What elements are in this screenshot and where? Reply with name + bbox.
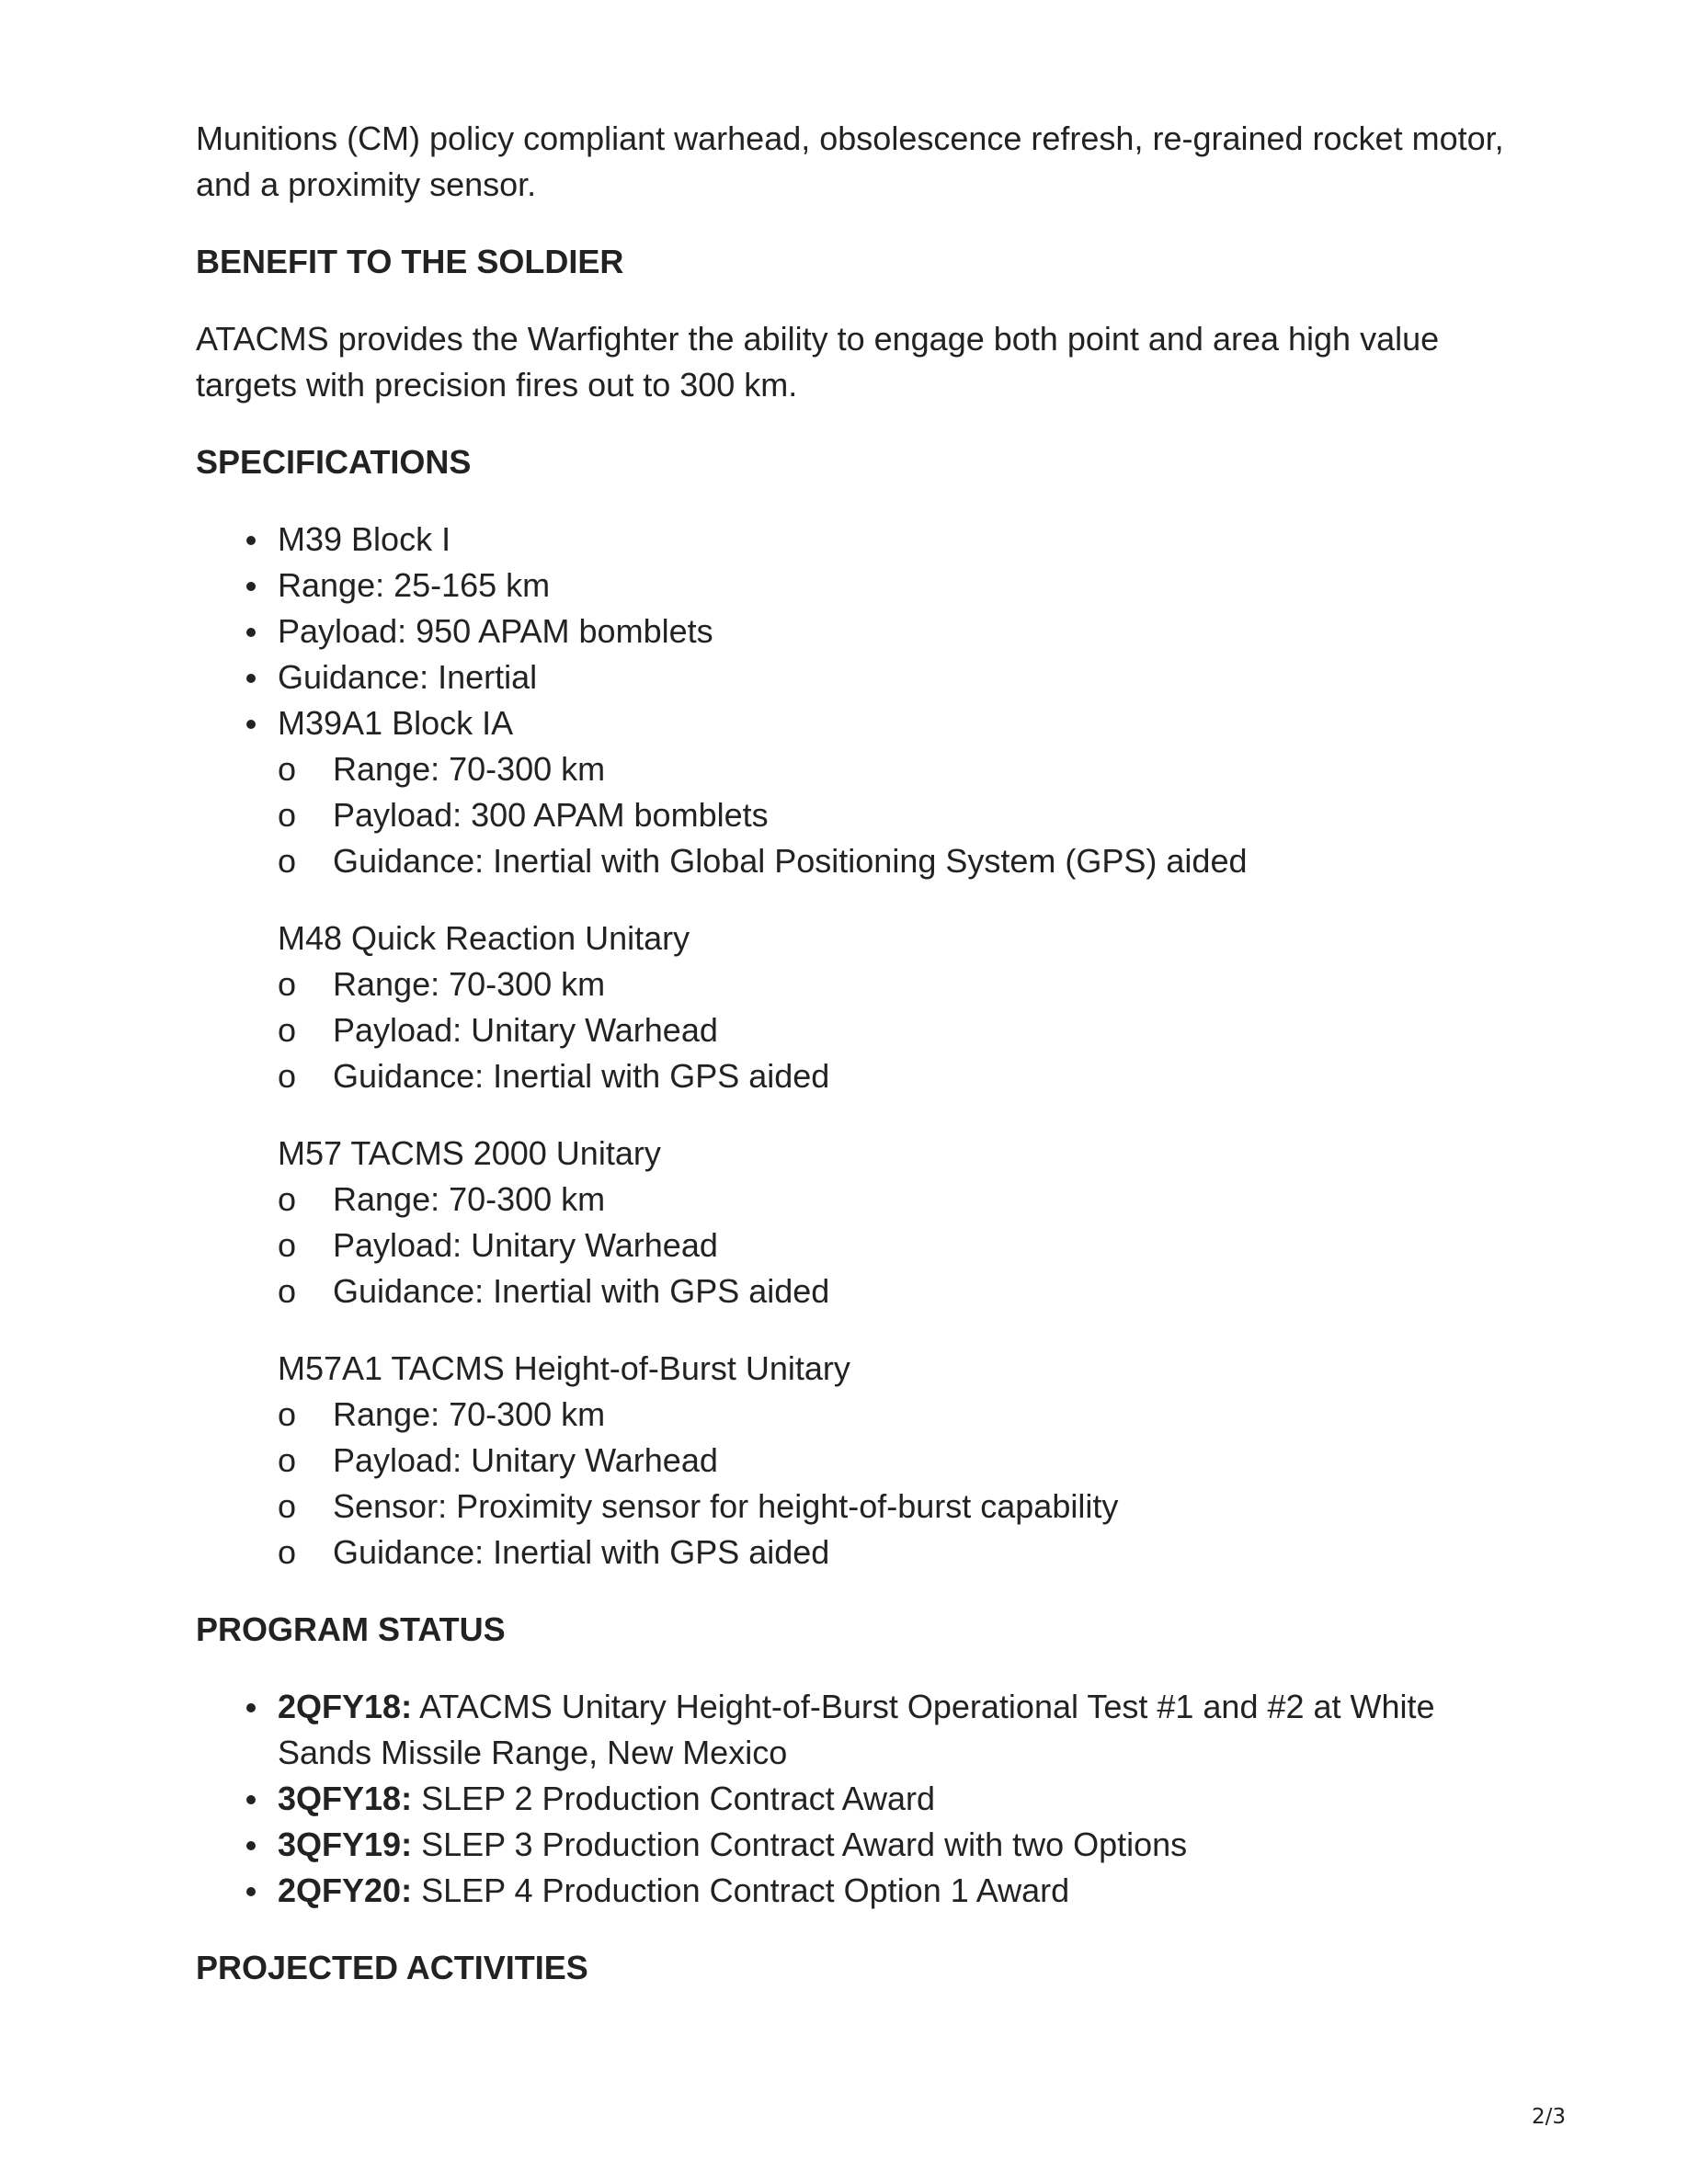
- sub-marker: o: [278, 965, 297, 1003]
- sub-item: [196, 1484, 1520, 1530]
- sub-marker: o: [278, 1057, 297, 1095]
- sub-item: [196, 961, 1520, 1007]
- status-date: 2QFY20:: [278, 1871, 413, 1909]
- variant-title: M57A1 TACMS Height-of-Burst Unitary: [278, 1349, 850, 1387]
- variant-sublist: [196, 961, 1520, 1099]
- sub-item: [196, 1392, 1520, 1438]
- program-status-heading: PROGRAM STATUS: [196, 1610, 506, 1648]
- status-text: SLEP 4 Production Contract Option 1 Award: [412, 1871, 1070, 1909]
- status-date: 2QFY18:: [278, 1688, 413, 1725]
- intro-paragraph: Munitions (CM) policy compliant warhead, obsolescence refresh, re-grained rocket motor, and a proximity sensor.: [196, 119, 1504, 203]
- specifications-heading: SPECIFICATIONS: [196, 443, 472, 481]
- status-text: ATACMS Unitary Height-of-Burst Operational Test #1 and #2 at White Sands Missile Range, New Mexico: [278, 1688, 1435, 1771]
- status-date: 3QFY19:: [278, 1826, 413, 1863]
- sub-item-text: Payload: Unitary Warhead: [333, 1441, 718, 1479]
- variant-title: M57 TACMS 2000 Unitary: [278, 1134, 661, 1172]
- status-item: [196, 1684, 1520, 1776]
- spec-bullet: Payload: 950 APAM bomblets: [196, 609, 1520, 654]
- block-ia-sublist: [196, 746, 1520, 884]
- sub-item-text: Guidance: Inertial with GPS aided: [333, 1533, 830, 1571]
- sub-marker: o: [278, 1395, 297, 1433]
- sub-marker: o: [278, 796, 297, 834]
- spec-bullet: M39 Block I: [196, 517, 1520, 563]
- document-page: [196, 116, 1520, 2022]
- sub-item-text: Guidance: Inertial with GPS aided: [333, 1057, 830, 1095]
- sub-item: [196, 838, 1520, 884]
- sub-item-text: Range: 70-300 km: [333, 1180, 606, 1218]
- sub-marker: o: [278, 1011, 297, 1049]
- sub-item-text: Range: 70-300 km: [333, 1395, 606, 1433]
- sub-item: [196, 1007, 1520, 1053]
- sub-marker: o: [278, 750, 297, 788]
- sub-item-text: Guidance: Inertial with GPS aided: [333, 1272, 830, 1310]
- sub-item-text: Sensor: Proximity sensor for height-of-burst capability: [333, 1487, 1119, 1525]
- sub-item-text: Range: 70-300 km: [333, 750, 606, 788]
- sub-marker: o: [278, 1487, 297, 1525]
- status-date: 3QFY18:: [278, 1780, 413, 1817]
- sub-marker: o: [278, 1441, 297, 1479]
- sub-item: [196, 746, 1520, 792]
- variant-sublist: [196, 1392, 1520, 1575]
- status-item: [196, 1822, 1520, 1868]
- program-status-list: [196, 1684, 1520, 1914]
- benefit-heading: BENEFIT TO THE SOLDIER: [196, 243, 624, 280]
- sub-item: [196, 1268, 1520, 1314]
- spec-bullet: Guidance: Inertial: [196, 654, 1520, 700]
- variant-sublist: [196, 1177, 1520, 1314]
- status-item: [196, 1776, 1520, 1822]
- sub-item: [196, 1223, 1520, 1268]
- sub-item: [196, 1053, 1520, 1099]
- status-text: SLEP 3 Production Contract Award with two Options: [412, 1826, 1188, 1863]
- sub-item: [196, 792, 1520, 838]
- sub-marker: o: [278, 1226, 297, 1264]
- spec-bullet: Range: 25-165 km: [196, 563, 1520, 609]
- benefit-paragraph: ATACMS provides the Warfighter the ability to engage both point and area high value targets with precision fires out to 300 km.: [196, 320, 1440, 404]
- sub-item: [196, 1438, 1520, 1484]
- sub-item-text: Range: 70-300 km: [333, 965, 606, 1003]
- page-number: 2/3: [1532, 2105, 1567, 2129]
- sub-item: [196, 1177, 1520, 1223]
- status-item: [196, 1868, 1520, 1914]
- sub-item-text: Guidance: Inertial with Global Positioning System (GPS) aided: [333, 842, 1248, 880]
- sub-item-text: Payload: Unitary Warhead: [333, 1011, 718, 1049]
- sub-marker: o: [278, 1533, 297, 1571]
- sub-marker: o: [278, 1272, 297, 1310]
- sub-marker: o: [278, 1180, 297, 1218]
- spec-bullet: M39A1 Block IA: [196, 700, 1520, 746]
- projected-activities-heading: PROJECTED ACTIVITIES: [196, 1949, 588, 1986]
- sub-item-text: Payload: 300 APAM bomblets: [333, 796, 769, 834]
- variant-title: M48 Quick Reaction Unitary: [278, 919, 690, 957]
- specifications-list: [196, 517, 1520, 1575]
- sub-item-text: Payload: Unitary Warhead: [333, 1226, 718, 1264]
- sub-marker: o: [278, 842, 297, 880]
- sub-item: [196, 1530, 1520, 1575]
- status-text: SLEP 2 Production Contract Award: [412, 1780, 936, 1817]
